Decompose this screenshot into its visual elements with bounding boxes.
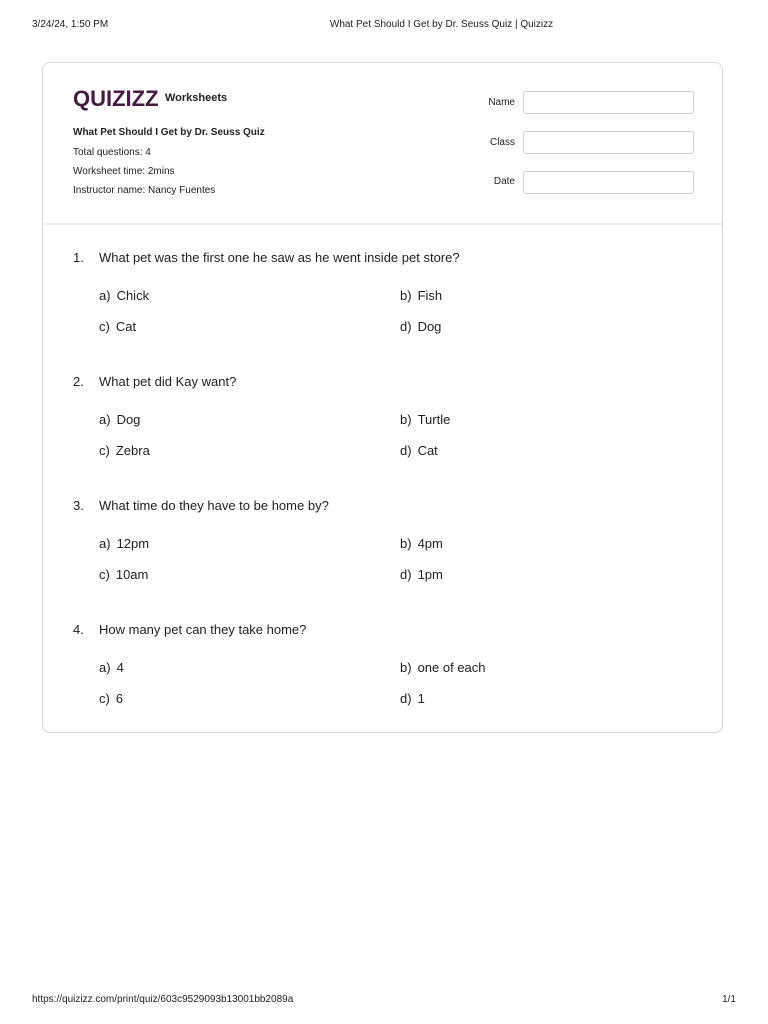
quizizz-logo — [73, 85, 159, 111]
worksheet-header — [43, 63, 722, 225]
option-d — [400, 442, 438, 460]
question-text: What time do they have to be home by? — [99, 498, 329, 513]
option-letter: a) — [99, 660, 111, 675]
question-number: 4. — [73, 622, 84, 637]
option-letter: d) — [400, 691, 412, 706]
worksheet-card — [42, 62, 723, 733]
option-c — [99, 566, 148, 584]
option-text: 1pm — [417, 567, 443, 582]
option-text: 4pm — [417, 536, 443, 551]
class-field[interactable] — [523, 131, 694, 154]
option-letter: c) — [99, 691, 110, 706]
option-letter: d) — [400, 443, 412, 458]
option-a — [99, 411, 140, 429]
option-text: 10am — [115, 567, 149, 582]
option-c — [99, 442, 150, 460]
option-text: Zebra — [115, 443, 150, 458]
option-b — [400, 535, 443, 553]
question-1 — [43, 249, 722, 349]
option-text: Fish — [417, 288, 443, 303]
option-a — [99, 659, 124, 677]
option-text: Turtle — [417, 412, 451, 427]
option-letter: b) — [400, 660, 412, 675]
option-text: Chick — [116, 288, 150, 303]
print-footer-url[interactable]: https://quizizz.com/print/quiz/603c9529093b13001bb2089a — [32, 994, 294, 1005]
option-b — [400, 411, 450, 429]
option-text: 6 — [115, 691, 124, 706]
option-letter: c) — [99, 443, 110, 458]
option-text: Cat — [417, 443, 438, 458]
option-letter: c) — [99, 319, 110, 334]
option-b — [400, 287, 442, 305]
option-text: Dog — [116, 412, 141, 427]
quiz-title: What Pet Should I Get by Dr. Seuss Quiz — [73, 127, 265, 138]
print-header-title: What Pet Should I Get by Dr. Seuss Quiz | Quizizz — [329, 19, 554, 30]
option-letter: b) — [400, 412, 412, 427]
question-number: 3. — [73, 498, 84, 513]
question-3 — [43, 497, 722, 597]
option-text: 1 — [417, 691, 425, 706]
total-questions: Total questions: 4 — [73, 147, 151, 158]
option-text: Cat — [115, 319, 137, 334]
question-2 — [43, 373, 722, 473]
print-footer-page-number: 1/1 — [722, 994, 736, 1005]
question-4 — [43, 621, 722, 721]
question-text: What pet was the first one he saw as he went inside pet store? — [99, 250, 460, 265]
option-text: 12pm — [116, 536, 150, 551]
question-text: How many pet can they take home? — [99, 622, 307, 637]
option-c — [99, 690, 123, 708]
option-c — [99, 318, 136, 336]
option-a — [99, 287, 149, 305]
print-header-datetime: 3/24/24, 1:50 PM — [32, 19, 109, 30]
option-text: Dog — [417, 319, 442, 334]
question-text: What pet did Kay want? — [99, 374, 237, 389]
quizizz-logo-text: QUIZIZZ — [73, 86, 159, 111]
option-b — [400, 659, 486, 677]
brand — [73, 85, 227, 111]
option-d — [400, 566, 443, 584]
option-a — [99, 535, 149, 553]
option-d — [400, 318, 441, 336]
date-label: Date — [493, 176, 515, 187]
option-letter: c) — [99, 567, 110, 582]
option-letter: a) — [99, 412, 111, 427]
option-letter: d) — [400, 567, 412, 582]
instructor-name: Instructor name: Nancy Fuentes — [73, 185, 216, 196]
option-letter: b) — [400, 288, 412, 303]
option-d — [400, 690, 425, 708]
option-text: one of each — [417, 660, 486, 675]
option-letter: d) — [400, 319, 412, 334]
name-field[interactable] — [523, 91, 694, 114]
question-number: 2. — [73, 374, 84, 389]
question-number: 1. — [73, 250, 84, 265]
worksheet-time: Worksheet time: 2mins — [73, 166, 175, 177]
option-letter: a) — [99, 536, 111, 551]
option-letter: b) — [400, 536, 412, 551]
date-field[interactable] — [523, 171, 694, 194]
option-letter: a) — [99, 288, 111, 303]
worksheets-label: Worksheets — [165, 92, 228, 104]
name-label: Name — [488, 97, 515, 108]
option-text: 4 — [116, 660, 124, 675]
class-label: Class — [489, 137, 515, 148]
